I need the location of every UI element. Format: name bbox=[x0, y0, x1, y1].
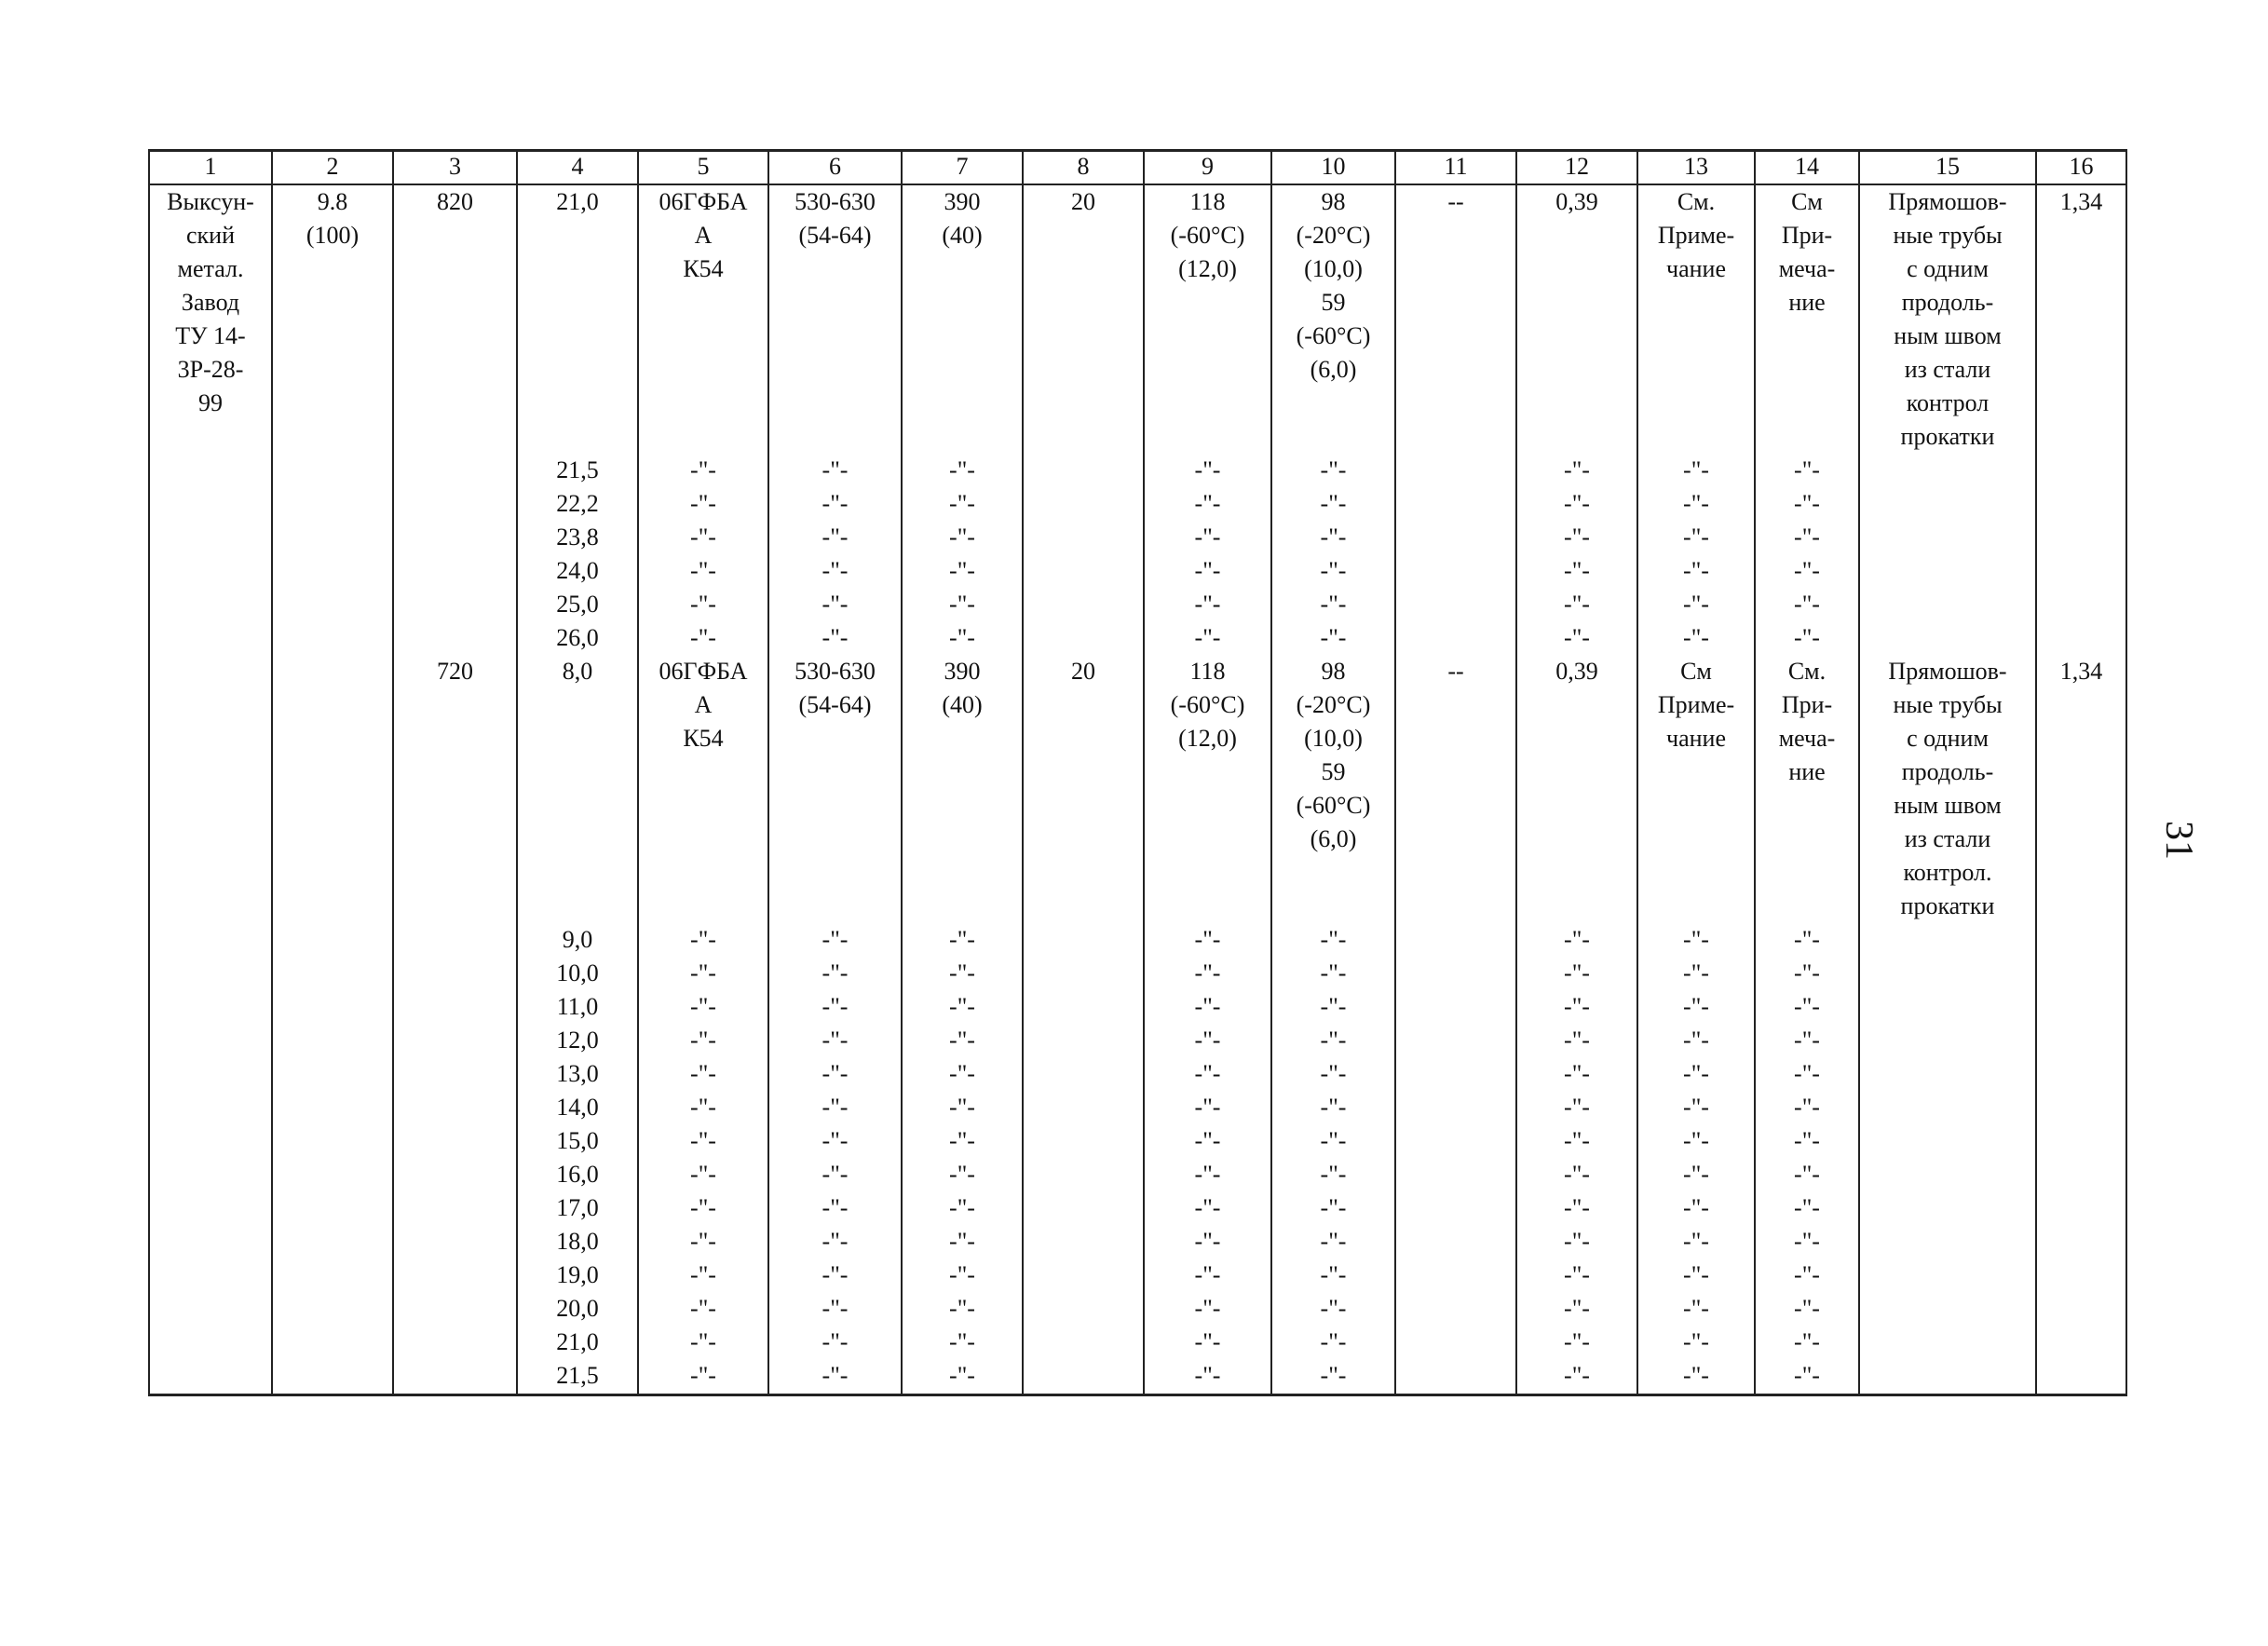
ditto-marks: -"- -"- -"- -"- -"- -"- -"- -"- -"- -"- -"- -"- -"- -"- bbox=[1516, 923, 1637, 1394]
column-header: 4 bbox=[517, 151, 638, 185]
table-row bbox=[149, 454, 2126, 655]
column-header: 10 bbox=[1271, 151, 1395, 185]
tensile-strength-cell: 530-630 (54-64) bbox=[768, 184, 902, 454]
ditto-marks: -"- -"- -"- -"- -"- -"- bbox=[768, 454, 902, 655]
yield-strength-cell: 390 (40) bbox=[902, 184, 1023, 454]
header-row bbox=[149, 151, 2126, 185]
coefficient-cell: 1,34 bbox=[2036, 184, 2126, 454]
elongation-cell: 20 bbox=[1023, 655, 1144, 923]
diameter-cell: 720 bbox=[393, 655, 517, 923]
description-cell: Прямошов- ные трубы с одним продоль- ным швом из стали контрол прокатки bbox=[1859, 184, 2036, 454]
column-header: 11 bbox=[1395, 151, 1516, 185]
note-cell: См При- меча- ние bbox=[1755, 184, 1859, 454]
column-header: 1 bbox=[149, 151, 272, 185]
ditto-marks: -"- -"- -"- -"- -"- -"- bbox=[902, 454, 1023, 655]
tensile-strength-cell: 530-630 (54-64) bbox=[768, 655, 902, 923]
column-header: 6 bbox=[768, 151, 902, 185]
table-row bbox=[149, 655, 2126, 923]
column-header: 12 bbox=[1516, 151, 1637, 185]
ditto-marks: -"- -"- -"- -"- -"- -"- bbox=[1271, 454, 1395, 655]
ditto-marks: -"- -"- -"- -"- -"- -"- bbox=[1755, 454, 1859, 655]
table-row bbox=[149, 184, 2126, 454]
ditto-marks: -"- -"- -"- -"- -"- -"- -"- -"- -"- -"- -"- -"- -"- -"- bbox=[768, 923, 902, 1394]
column-header: 3 bbox=[393, 151, 517, 185]
dash-cell: -- bbox=[1395, 184, 1516, 454]
steel-grade-cell: 06ГФБА А К54 bbox=[638, 655, 768, 923]
carbon-equivalent-cell: 0,39 bbox=[1516, 655, 1637, 923]
column-header: 2 bbox=[272, 151, 393, 185]
ditto-marks: -"- -"- -"- -"- -"- -"- bbox=[1637, 454, 1755, 655]
impact-cell: 118 (-60°С) (12,0) bbox=[1144, 655, 1271, 923]
wall-thickness-list: 9,0 10,0 11,0 12,0 13,0 14,0 15,0 16,0 17,0 18,0 19,0 20,0 21,0 21,5 bbox=[517, 923, 638, 1394]
column-header: 9 bbox=[1144, 151, 1271, 185]
manufacturer-cell: Выксун- ский метал. Завод ТУ 14- 3Р-28- 99 bbox=[149, 184, 272, 454]
wall-thickness-cell: 8,0 bbox=[517, 655, 638, 923]
column-header: 14 bbox=[1755, 151, 1859, 185]
ditto-marks: -"- -"- -"- -"- -"- -"- -"- -"- -"- -"- -"- -"- -"- -"- bbox=[1144, 923, 1271, 1394]
column-header: 13 bbox=[1637, 151, 1755, 185]
column-header: 5 bbox=[638, 151, 768, 185]
impact-cell: 98 (-20°С) (10,0) 59 (-60°С) (6,0) bbox=[1271, 655, 1395, 923]
ditto-marks: -"- -"- -"- -"- -"- -"- -"- -"- -"- -"- -"- -"- -"- -"- bbox=[1755, 923, 1859, 1394]
note-cell: См. При- меча- ние bbox=[1755, 655, 1859, 923]
description-cell: Прямошов- ные трубы с одним продоль- ным швом из стали контрол. прокатки bbox=[1859, 655, 2036, 923]
diameter-cell: 820 bbox=[393, 184, 517, 454]
ditto-marks: -"- -"- -"- -"- -"- -"- -"- -"- -"- -"- -"- -"- -"- -"- bbox=[638, 923, 768, 1394]
wall-thickness-list: 21,5 22,2 23,8 24,0 25,0 26,0 bbox=[517, 454, 638, 655]
coefficient-cell: 1,34 bbox=[2036, 655, 2126, 923]
page-number: 31 bbox=[2157, 821, 2200, 860]
column-header: 15 bbox=[1859, 151, 2036, 185]
yield-strength-cell: 390 (40) bbox=[902, 655, 1023, 923]
pressure-cell: 9.8 (100) bbox=[272, 184, 393, 454]
column-header: 8 bbox=[1023, 151, 1144, 185]
specification-table bbox=[148, 149, 2127, 1396]
ditto-marks: -"- -"- -"- -"- -"- -"- bbox=[1516, 454, 1637, 655]
ditto-marks: -"- -"- -"- -"- -"- -"- bbox=[1144, 454, 1271, 655]
ditto-marks: -"- -"- -"- -"- -"- -"- -"- -"- -"- -"- -"- -"- -"- -"- bbox=[1271, 923, 1395, 1394]
elongation-cell: 20 bbox=[1023, 184, 1144, 454]
steel-grade-cell: 06ГФБА А К54 bbox=[638, 184, 768, 454]
impact-cell: 118 (-60°С) (12,0) bbox=[1144, 184, 1271, 454]
ditto-marks: -"- -"- -"- -"- -"- -"- -"- -"- -"- -"- -"- -"- -"- -"- bbox=[1637, 923, 1755, 1394]
note-cell: См Приме- чание bbox=[1637, 655, 1755, 923]
note-cell: См. Приме- чание bbox=[1637, 184, 1755, 454]
dash-cell: -- bbox=[1395, 655, 1516, 923]
wall-thickness-cell: 21,0 bbox=[517, 184, 638, 454]
column-header: 7 bbox=[902, 151, 1023, 185]
impact-cell: 98 (-20°С) (10,0) 59 (-60°С) (6,0) bbox=[1271, 184, 1395, 454]
table-row bbox=[149, 923, 2126, 1394]
carbon-equivalent-cell: 0,39 bbox=[1516, 184, 1637, 454]
ditto-marks: -"- -"- -"- -"- -"- -"- bbox=[638, 454, 768, 655]
column-header: 16 bbox=[2036, 151, 2126, 185]
ditto-marks: -"- -"- -"- -"- -"- -"- -"- -"- -"- -"- -"- -"- -"- -"- bbox=[902, 923, 1023, 1394]
